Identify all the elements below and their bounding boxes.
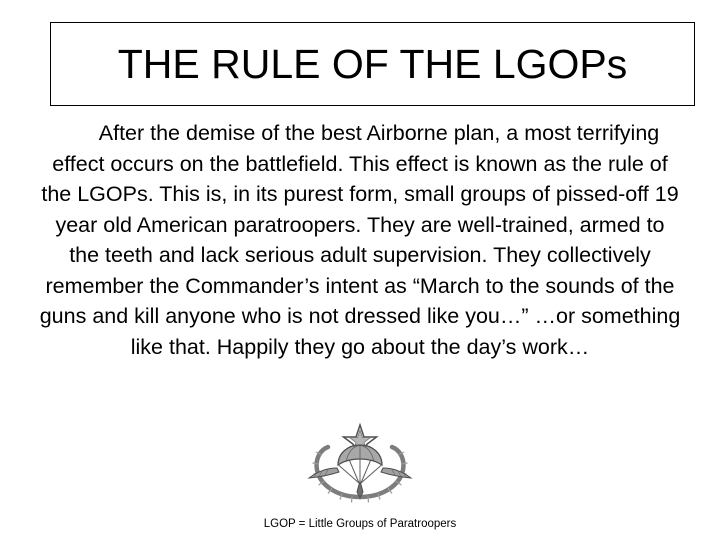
caption-text: LGOP = Little Groups of Paratroopers <box>263 518 457 530</box>
master-parachutist-badge-icon <box>302 422 418 506</box>
emblem-container <box>0 422 720 506</box>
body-paragraph: After the demise of the best Airborne plan, a most terrifying effect occurs on the battlefield. This effect is known as the rule of the LGOPs. This is, in its purest form, small groups of pissed-off 19 year old American paratroopers. They are well-trained, armed to the teeth and lack serious adult supervision. They collectively remember the Commander’s intent as “March to the sounds of the guns and kill anyone who is not dressed like you…” …or something like that. Happily they go about the day’s work… <box>39 121 681 359</box>
caption-container <box>0 514 720 532</box>
page-title: THE RULE OF THE LGOPs <box>117 40 628 87</box>
body-text-box <box>38 118 682 362</box>
title-box <box>50 22 695 106</box>
